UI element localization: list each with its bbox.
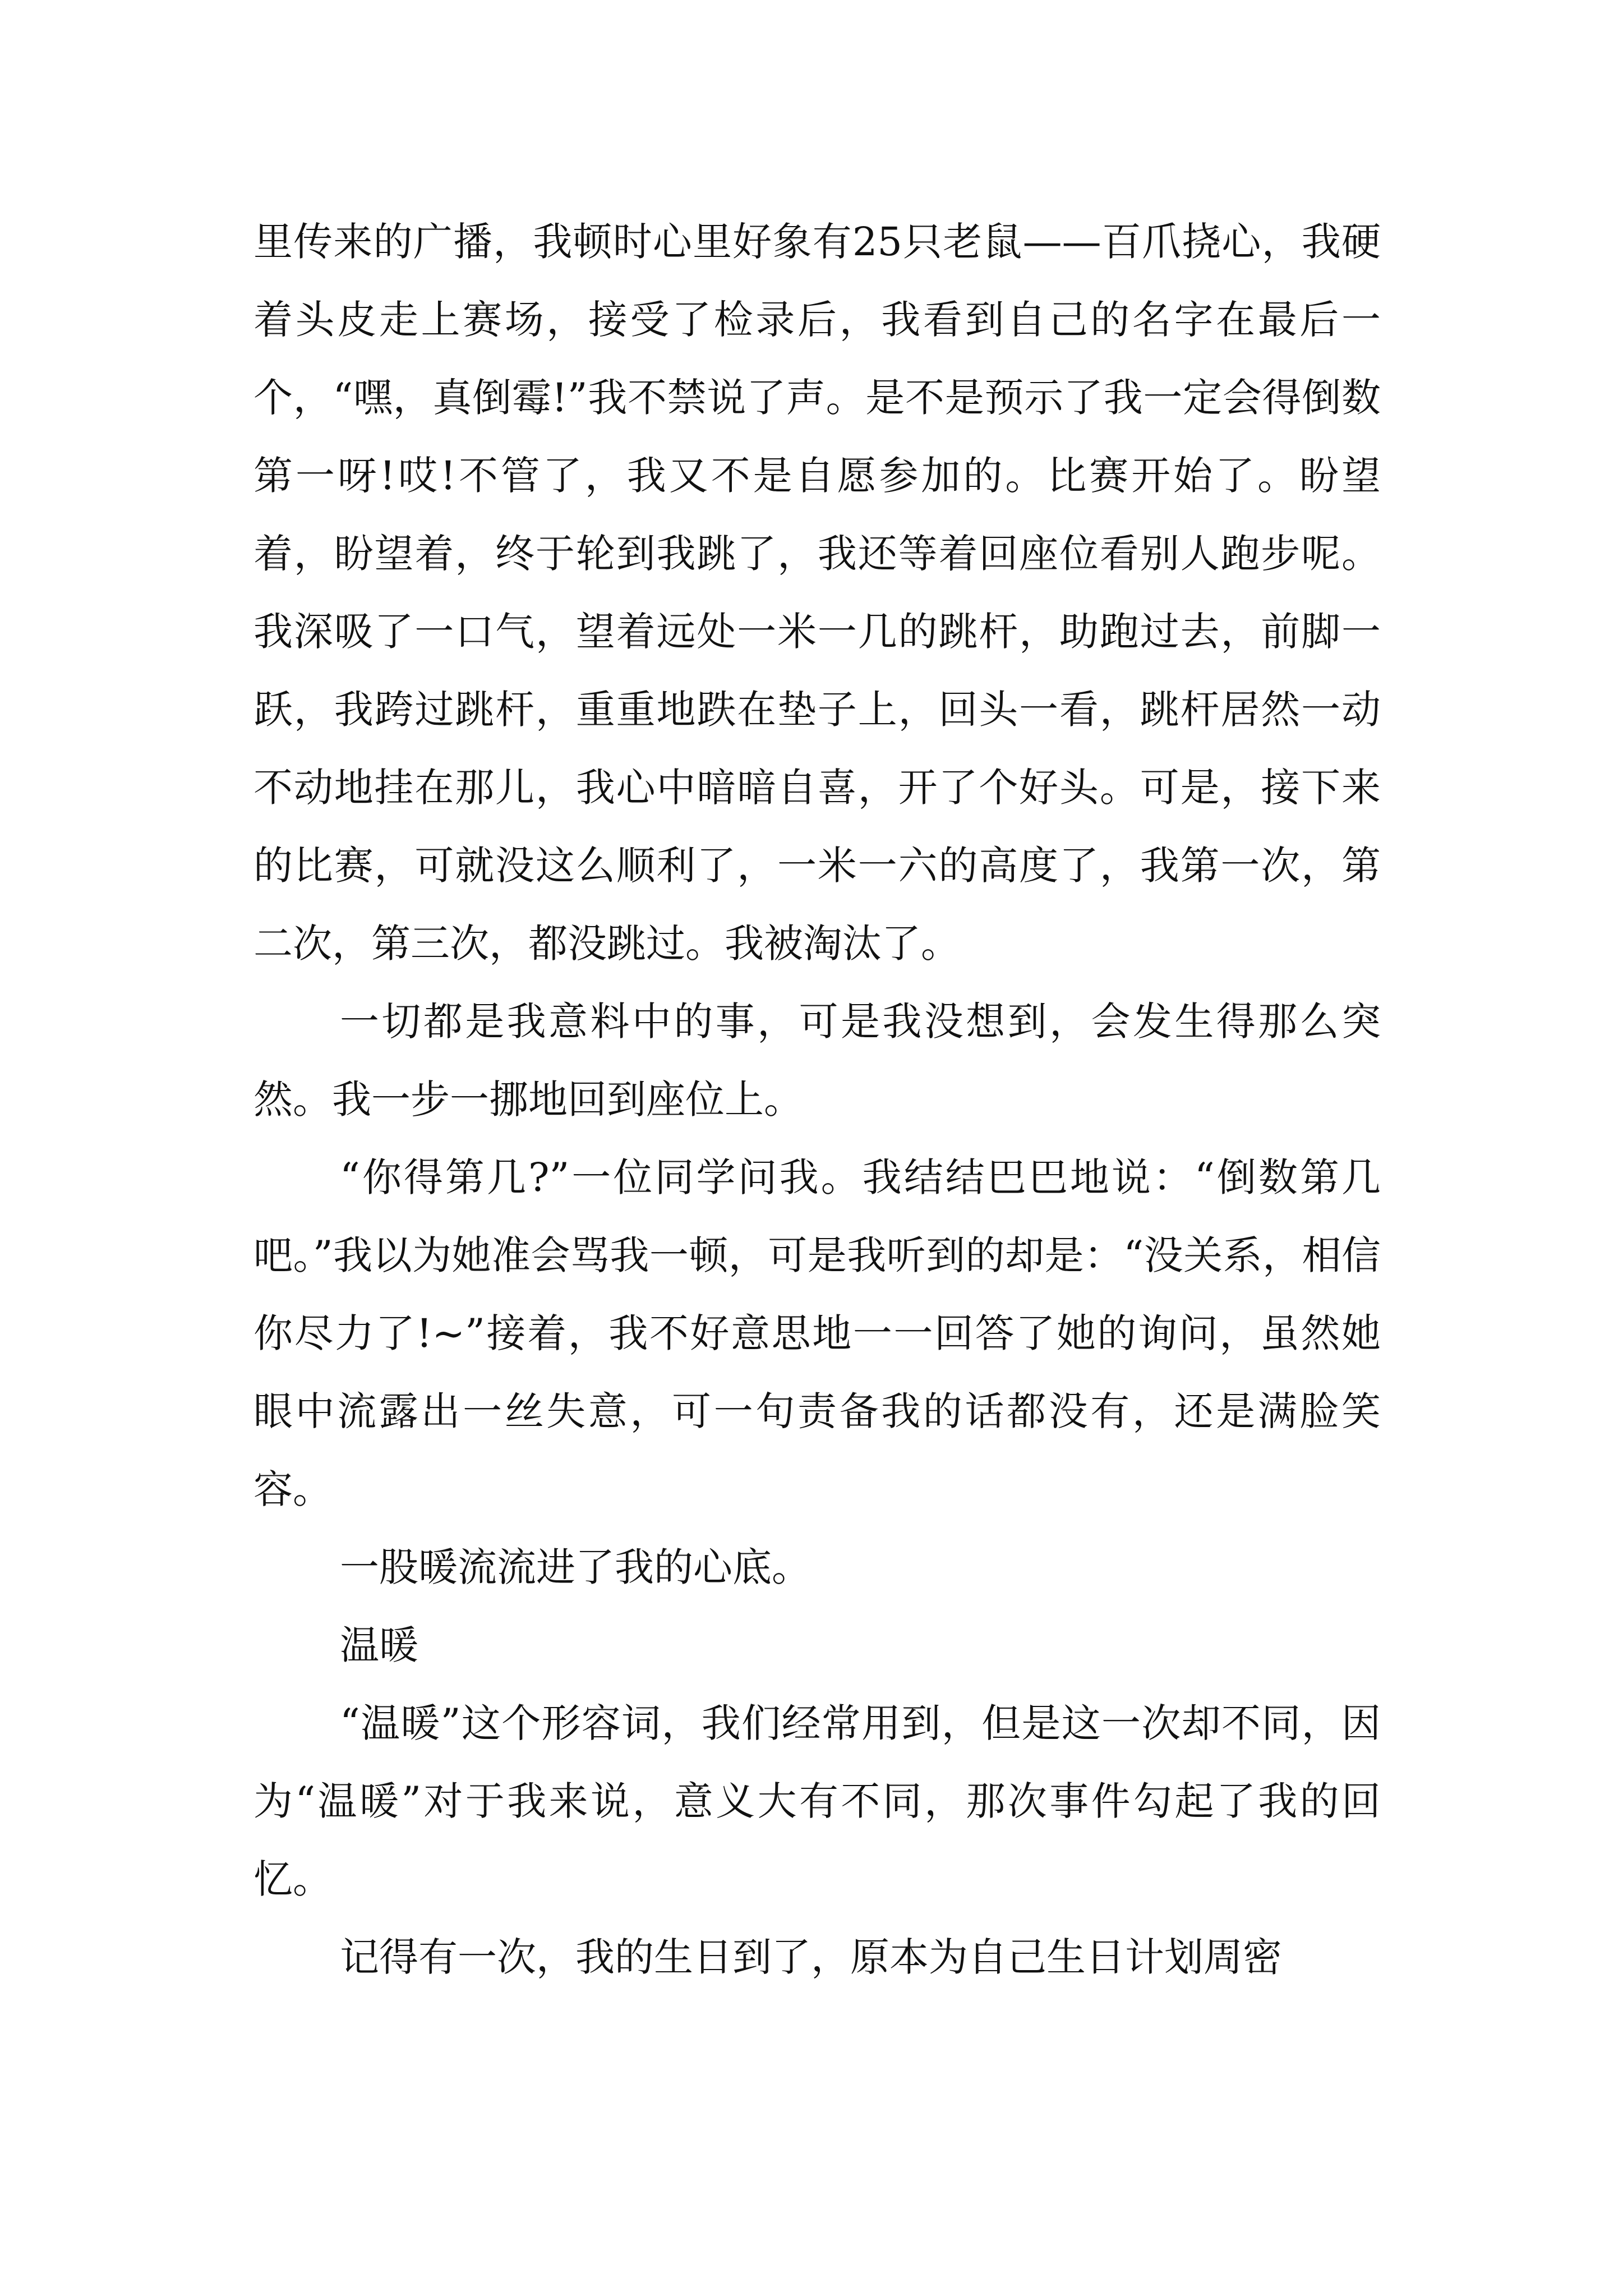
paragraph-birthday: 记得有一次，我的生日到了，原本为自己生日计划周密	[340, 1934, 1282, 1980]
paragraph-unexpected: 一切都是我意料中的事，可是我没想到，会发生得那么突然。我一步一挪地回到座位上。	[253, 999, 1381, 1122]
paragraph-warmth-meaning: “温暖”这个形容词，我们经常用到，但是这一次却不同，因为“温暖”对于我来说，意义大有不同，那次事件勾起了我的回忆。	[253, 1700, 1381, 1902]
document-body	[253, 203, 1381, 1996]
paragraph-warm-current: 一股暖流流进了我的心底。	[340, 1544, 811, 1590]
paragraph-classmate-question: “你得第几?”一位同学问我。我结结巴巴地说：“倒数第几吧。”我以为她准会骂我一顿，可是我听到的却是：“没关系，相信你尽力了!~”接着，我不好意思地一一回答了她的询问，虽然她眼中流露出一丝失意，可一句责备我的话都没有，还是满脸笑容。	[253, 1154, 1381, 1512]
essay-title-warmth: 温暖	[340, 1622, 418, 1668]
paragraph-continued-high-jump: 里传来的广播，我顿时心里好象有25只老鼠——百爪挠心，我硬着头皮走上赛场，接受了检录后，我看到自己的名字在最后一个，“嘿，真倒霉!”我不禁说了声。是不是预示了我一定会得倒数第一呀!哎!不管了，我又不是自愿参加的。比赛开始了。盼望着，盼望着，终于轮到我跳了，我还等着回座位看别人跑步呢。我深吸了一口气，望着远处一米一几的跳杆，助跑过去，前脚一跃，我跨过跳杆，重重地跌在垫子上，回头一看，跳杆居然一动不动地挂在那儿，我心中暗暗自喜，开了个好头。可是，接下来的比赛，可就没这么顺利了，一米一六的高度了，我第一次，第二次，第三次，都没跳过。我被淘汰了。	[253, 219, 1381, 967]
